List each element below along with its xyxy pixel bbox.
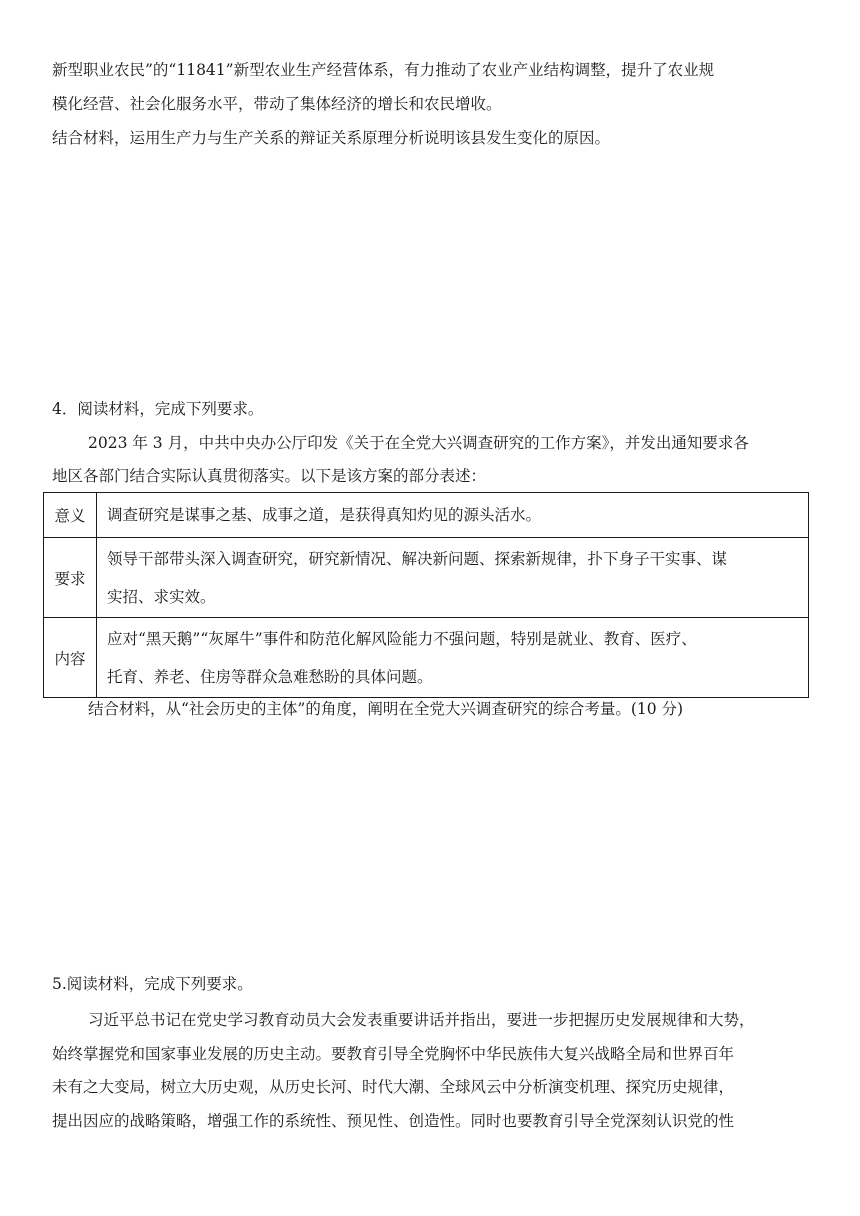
- table-row: [44, 538, 809, 618]
- question4-prompt: 结合材料，从“社会历史的主体”的角度，阐明在全党大兴调查研究的综合考量。(10 分): [88, 700, 684, 718]
- question5-line-4: 提出因应的战略策略，增强工作的系统性、预见性、创造性。同时也要教育引导全党深刻认识党的性: [52, 1112, 735, 1130]
- material3-question: 结合材料，运用生产力与生产关系的辩证关系原理分析说明该县发生变化的原因。: [52, 129, 611, 147]
- material3-line-1: 新型职业农民”的“11841”新型农业生产经营体系，有力推动了农业产业结构调整，提升了农业规: [52, 61, 715, 79]
- table-row: [44, 493, 809, 538]
- question5-line-3: 未有之大变局，树立大历史观，从历史长河、时代大潮、全球风云中分析演变机理、探究历史规律，: [52, 1078, 735, 1096]
- question5-line-2: 始终掌握党和国家事业发展的历史主动。要教育引导全党胸怀中华民族伟大复兴战略全局和世界百年: [52, 1045, 735, 1063]
- row-content-line: 应对“黑天鹅”“灰犀牛”事件和防范化解风险能力不强问题，特别是就业、教育、医疗、: [107, 629, 697, 648]
- question5-line-1: 习近平总书记在党史学习教育动员大会发表重要讲话并指出，要进一步把握历史发展规律和大势，: [88, 1011, 755, 1029]
- question5-title: 5.阅读材料，完成下列要求。: [52, 975, 253, 993]
- row-content-significance: [97, 493, 809, 538]
- row-label-content: 内容: [44, 618, 97, 698]
- scheme-table: [43, 492, 809, 698]
- material3-line-2: 模化经营、社会化服务水平，带动了集体经济的增长和农民增收。: [52, 95, 502, 113]
- row-content-requirement: [97, 538, 809, 618]
- question4-intro-line-1: 2023 年 3 月，中共中央办公厅印发《关于在全党大兴调查研究的工作方案》，并发出通知要求各: [88, 434, 749, 452]
- row-content-line: 托育、养老、住房等群众急难愁盼的具体问题。: [107, 667, 433, 686]
- row-label-requirement: 要求: [44, 538, 97, 618]
- table-row: [44, 618, 809, 698]
- question4-intro-line-2: 地区各部门结合实际认真贯彻落实。以下是该方案的部分表述：: [52, 467, 487, 485]
- row-label-significance: 意义: [44, 493, 97, 538]
- row-content-line: 调查研究是谋事之基、成事之道，是获得真知灼见的源头活水。: [107, 506, 542, 524]
- row-content-line: 实招、求实效。: [107, 587, 216, 606]
- question4-title: 4．阅读材料，完成下列要求。: [52, 400, 264, 418]
- row-content-content: [97, 618, 809, 698]
- row-content-line: 领导干部带头深入调查研究，研究新情况、解决新问题、探索新规律，扑下身子干实事、谋: [107, 549, 728, 568]
